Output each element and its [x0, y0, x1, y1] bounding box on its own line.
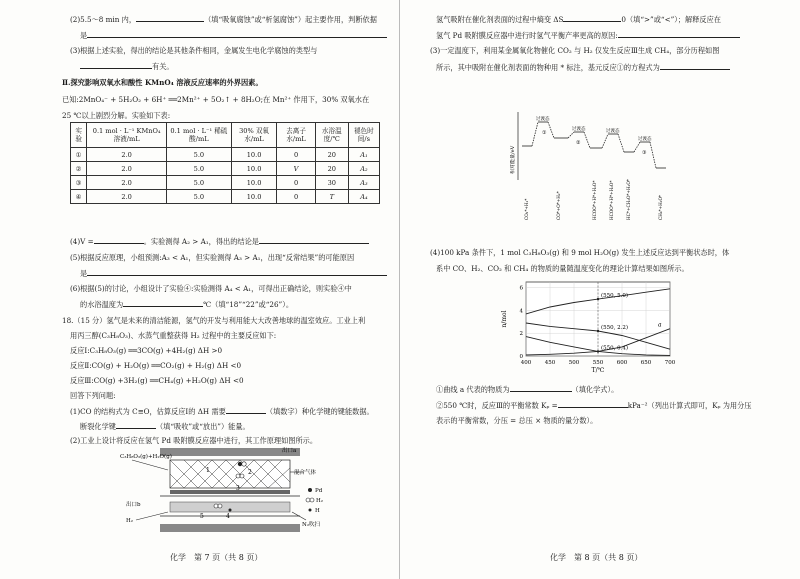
n2-sweep-label: N₂吹扫	[302, 522, 321, 528]
q3-cont: 有关。	[80, 61, 174, 71]
q2-line: (2)5.5～8 min 内， （填“吸氧腐蚀”或“析氢腐蚀”）起主要作用，判断依据	[70, 15, 377, 24]
q3-right: (3)一定温度下，利用某金属氧化物催化 CO₂ 与 H₂ 仅发生反应Ⅲ生成 CH₄，部分历程如图	[430, 46, 720, 55]
species-label: HC*+CH₂O*+H₂O*	[626, 179, 631, 220]
species-label: CO₂*+H₂*	[524, 198, 529, 220]
known-equation: 已知:2MnO₄⁻ + 5H₂O₂ + 6H⁺ ══2Mn²⁺ + 5O₂↑ + 8H₂O;在 Mn²⁺ 作用下，30% 双氧水在	[62, 95, 370, 104]
table-row	[71, 190, 380, 204]
table-cell: 2.0	[87, 190, 167, 204]
outlet-b-label: 出口b	[126, 502, 141, 508]
table-cell: ③	[71, 176, 87, 190]
reaction-2: 反应Ⅱ:CO(g) + H₂O(g) ══CO₂(g) + H₂(g) ΔH <0	[70, 361, 242, 370]
q4-right: (4)100 kPa 条件下，1 mol C₃H₈O₃(g) 和 9 mol H₂O(g) 发生上述反应达到平衡状态时，体	[430, 248, 730, 257]
x-tick-label: 550	[592, 360, 604, 366]
answer-blank[interactable]	[87, 30, 387, 38]
step-label: 5	[200, 513, 204, 520]
reactor-top-wall	[160, 448, 300, 456]
q3-right-cont: 所示，其中吸附在催化剂表面的物种用 * 标注，基元反应①的方程式为	[436, 62, 730, 72]
table-cell: 20	[315, 162, 348, 176]
table-cell: 0	[277, 148, 315, 162]
legend-h2: H₂	[316, 498, 324, 504]
pd-film	[170, 490, 290, 494]
ts-label: 过渡态	[638, 137, 652, 142]
h2-out-label: H₂	[126, 518, 134, 524]
answer-blank[interactable]	[87, 268, 387, 276]
table-row	[71, 176, 380, 190]
species-labels	[524, 178, 663, 220]
mixed-gas-label: 混合气体	[294, 470, 317, 476]
inlet-label: C₃H₈O₃(g)+H₂O(g)	[120, 454, 172, 460]
y-tick-label: 6	[519, 285, 523, 292]
annotation-label: (550, 5.0)	[601, 293, 629, 300]
answer-blank[interactable]	[136, 14, 204, 22]
q18-1: (1)CO 的结构式为 C≡O，估算反应Ⅰ的 ΔH 需要 （填数字）种化学键的键能数据。	[70, 407, 374, 416]
table-header: 0.1 mol · L⁻¹ KMnO₄ 溶液/mL	[87, 123, 167, 148]
table-cell: 10.0	[231, 148, 277, 162]
table-cell: A₄	[348, 190, 379, 204]
q4-1: ①曲线 a 代表的物质为 （填化学式）。	[436, 385, 619, 394]
q18-1-cont: 断裂化学键 （填“吸收”或“放出”）能量。	[80, 422, 250, 431]
answer-blank[interactable]	[259, 236, 369, 244]
step-label: ③	[642, 150, 647, 156]
answer-blank[interactable]	[94, 236, 144, 244]
y-tick-label: 0	[519, 354, 523, 360]
table-intro: 25 ℃以上剧烈分解。实验如下表:	[62, 111, 171, 120]
ts-label: 过渡态	[606, 129, 620, 134]
table-row	[71, 162, 380, 176]
section-ii-title: Ⅱ.探究影响双氧水和酸性 KMnO₄ 溶液反应速率的外界因素。	[62, 78, 263, 87]
annotation-label: (550, 2.2)	[601, 324, 629, 331]
answer-blank[interactable]	[660, 62, 730, 70]
x-tick-label: 600	[616, 360, 628, 366]
ts-label: 过渡态	[572, 127, 586, 132]
answer-blank[interactable]	[563, 14, 621, 22]
energy-ylabel: 相对能量/eV	[510, 145, 516, 174]
table-cell: 10.0	[231, 162, 277, 176]
energy-diagram	[510, 108, 670, 223]
annotation-point	[597, 350, 599, 352]
reason-line: 氢气 Pd 吸附膜反应器中进行时氢气平衡产率更高的原因:	[436, 30, 740, 40]
page-8	[400, 0, 800, 579]
reaction-1: 反应Ⅰ:C₃H₈O₃(g) ══3CO(g) +4H₂(g) ΔH >0	[70, 346, 223, 355]
q2-cont: 是	[80, 30, 387, 40]
species-label: HCOO*+H*+H₂O*	[609, 180, 614, 220]
equilibrium-chart	[500, 276, 700, 374]
answer-blank[interactable]	[116, 421, 156, 429]
x-axis-label: T/℃	[591, 367, 605, 374]
entropy-line: 氢气吸附在催化剂表面的过程中熵变 ΔS 0（填“>”或“<”）；解释反应在	[436, 15, 721, 24]
reactor-bottom-wall	[160, 524, 300, 532]
table-cell: 10.0	[231, 176, 277, 190]
table-cell: 0	[277, 176, 315, 190]
legend-h: H	[315, 508, 320, 514]
q4-line: (4)V = 。实验测得 A₂ > A₁，得出的结论是	[70, 236, 369, 246]
x-tick-label: 650	[640, 360, 652, 366]
answer-intro: 回答下列问题:	[70, 391, 116, 400]
q3-line: (3)根据上述实验，得出的结论是其他条件相同，金属发生电化学腐蚀的类型与	[70, 46, 318, 55]
experiment-table	[70, 122, 380, 204]
table-cell: T	[315, 190, 348, 204]
step-label: 2	[248, 469, 252, 476]
table-cell: 0	[277, 190, 315, 204]
q6-line: (6)根据(5)的讨论，小组设计了实验④:实验测得 A₄ < A₁，可得出正确结论，则实验④中	[70, 284, 352, 293]
x-tick-label: 400	[520, 360, 532, 366]
table-header: 0.1 mol · L⁻¹ 稀硫酸/mL	[167, 123, 232, 148]
ts-label: 过渡态	[536, 117, 550, 122]
step-label: ②	[576, 140, 581, 146]
table-header: 水浴温度/℃	[315, 123, 348, 148]
q18-intro: 用丙三醇(C₃H₈O₃)、水蒸气重整获得 H₂ 过程中的主要反应如下:	[70, 331, 277, 340]
y-axis-label: n/mol	[501, 310, 508, 328]
legend-pd: Pd	[315, 488, 323, 494]
q5-cont: 是	[80, 268, 387, 278]
q18-2: (2)工业上设计将反应在氢气 Pd 吸附膜反应器中进行，其工作原理如图所示。	[70, 436, 318, 445]
answer-blank[interactable]	[123, 299, 203, 307]
x-tick-label: 700	[664, 360, 676, 366]
table-header: 去离子水/mL	[277, 123, 315, 148]
answer-blank[interactable]	[226, 406, 266, 414]
table-cell: 30	[315, 176, 348, 190]
table-cell: ①	[71, 148, 87, 162]
table-cell: ④	[71, 190, 87, 204]
table-header: 30% 双氧水/mL	[231, 123, 277, 148]
table-cell: ②	[71, 162, 87, 176]
table-cell: 2.0	[87, 148, 167, 162]
table-cell: A₂	[348, 162, 379, 176]
q4-right-cont: 系中 CO、H₂、CO₂ 和 CH₄ 的物质的量随温度变化的理论计算结果如图所示。	[436, 264, 689, 273]
species-label: HCOO*+H*+H₂O*	[592, 180, 597, 220]
table-row	[71, 148, 380, 162]
answer-blank[interactable]	[558, 400, 628, 408]
species-label: CO*+O*+H₂*	[556, 191, 561, 220]
q5-line: (5)根据反应原理，小组预测:A₃ < A₁，但实验测得 A₃ > A₁，出现“反常结果”的可能原因	[70, 253, 355, 262]
annotation-point	[597, 298, 599, 300]
answer-blank[interactable]	[618, 30, 740, 38]
table-cell: 5.0	[167, 148, 232, 162]
table-cell: A₃	[348, 176, 379, 190]
q4-2-cont: 表示的平衡常数，分压 = 总压 × 物质的量分数）。	[436, 416, 598, 425]
table-cell: 5.0	[167, 190, 232, 204]
table-cell: 5.0	[167, 162, 232, 176]
page-footer: 化学 第 8 页（共 8 页）	[550, 553, 643, 562]
table-cell: 10.0	[231, 190, 277, 204]
outlet-a-label: 出口a	[282, 448, 297, 454]
annotation-point	[597, 330, 599, 332]
q18-title: 18.（15 分）氢气是未来的清洁能源，氢气的开发与利用能大大改善地球的温室效应。工业上利	[62, 316, 366, 325]
step-label: ①	[542, 130, 547, 136]
answer-blank[interactable]	[80, 61, 152, 69]
q6-cont: 的水浴温度为 ℃（填“18”“22”或“26”）。	[80, 300, 294, 309]
annotation-label: (550, 0.4)	[601, 345, 629, 352]
x-tick-label: 450	[544, 360, 556, 366]
step-label: 3	[236, 485, 240, 492]
table-cell: 2.0	[87, 162, 167, 176]
energy-levels	[522, 122, 666, 168]
table-cell: 5.0	[167, 176, 232, 190]
y-tick-label: 2	[519, 331, 523, 338]
table-cell: 20	[315, 148, 348, 162]
series-label: a	[658, 321, 662, 329]
reaction-3: 反应Ⅲ:CO(g) +3H₂(g) ══CH₄(g) +H₂O(g) ΔH <0	[70, 376, 244, 385]
y-tick-label: 4	[519, 308, 523, 315]
q4-2: ②550 ℃时，反应Ⅲ的平衡常数 Kₚ = kPa⁻²（列出计算式即可，Kₚ 为用分压	[436, 401, 752, 410]
x-tick-label: 500	[568, 360, 580, 366]
step-label: 4	[226, 513, 230, 520]
table-cell: V	[277, 162, 315, 176]
table-cell: 2.0	[87, 176, 167, 190]
reactor-diagram	[120, 446, 340, 538]
species-label: CH₄*+H₂O*	[658, 195, 663, 220]
answer-blank[interactable]	[510, 384, 572, 392]
table-cell: A₁	[348, 148, 379, 162]
page-footer: 化学 第 7 页（共 8 页）	[170, 553, 263, 562]
table-header: 褪色时间/s	[348, 123, 379, 148]
table-header: 实验	[71, 123, 87, 148]
step-label: 1	[206, 467, 210, 474]
pd-membrane-upper	[170, 460, 290, 488]
